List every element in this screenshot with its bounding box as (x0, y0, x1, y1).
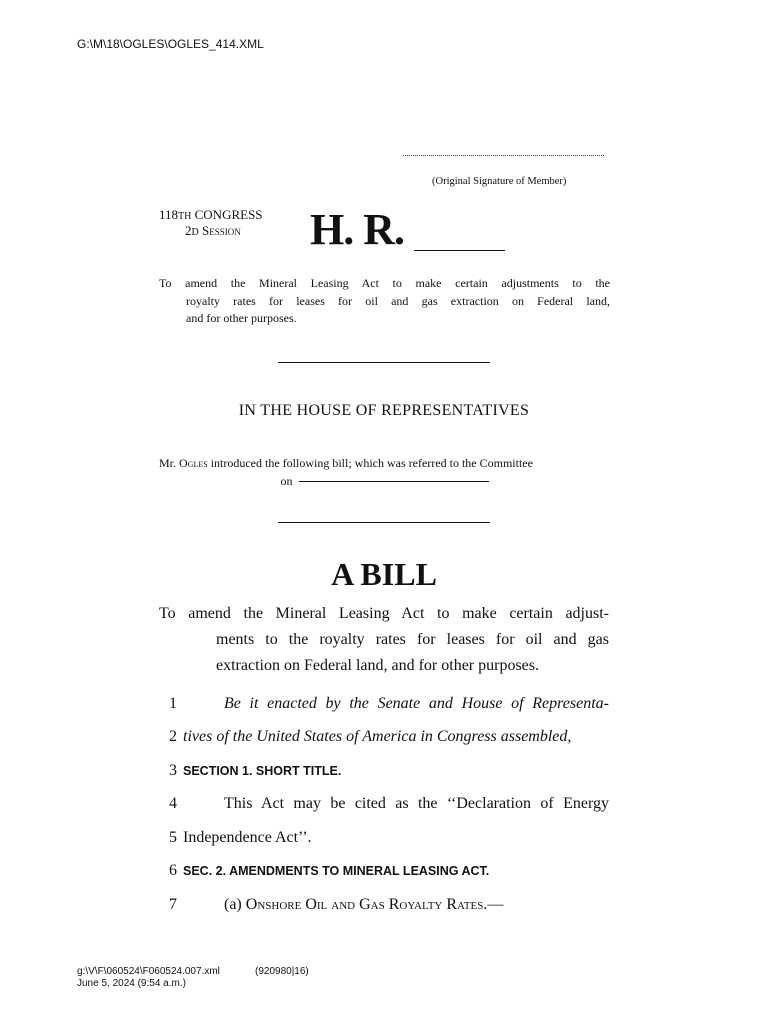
purpose-line: ments to the royalty rates for leases for oil and gas (216, 631, 609, 648)
signature-line (403, 155, 604, 156)
bill-text: Independence Act’’. (183, 829, 312, 846)
divider-rule (278, 362, 490, 363)
purpose-line: To amend the Mineral Leasing Act to make certain adjust- (159, 605, 609, 622)
short-purpose-line: To amend the Mineral Leasing Act to make certain adjustments to the (159, 276, 610, 290)
bill-line (159, 862, 609, 895)
footer-file: g:\V\F\060524\F060524.007.xml (77, 966, 220, 977)
bill-text: This Act may be cited as the ‘‘Declaration of Energy (224, 795, 609, 812)
line-number: 7 (169, 896, 177, 913)
footer-file-info (77, 966, 220, 990)
purpose-line: extraction on Federal land, and for other purposes. (216, 657, 540, 674)
line-number: 2 (169, 728, 177, 745)
enacting-clause: Be it enacted by the Senate and House of Representa- (224, 695, 609, 712)
short-purpose-line: royalty rates for leases for oil and gas extraction on Federal land, (186, 293, 610, 308)
line-number: 1 (169, 695, 177, 712)
line-number: 4 (169, 795, 177, 812)
line-number: 3 (169, 762, 177, 779)
bill-line (159, 728, 609, 761)
bill-line (159, 695, 609, 728)
footer-date: June 5, 2024 (9:54 a.m.) (77, 978, 186, 989)
congress-session: 2D Session (185, 223, 241, 238)
bill-purpose (159, 601, 609, 679)
bill-line (159, 829, 609, 862)
introduction-text: Mr. Ogles introduced the following bill; which was referred to the Committee on (159, 456, 533, 488)
congress-number: 118TH CONGRESS (159, 207, 263, 222)
bill-number-blank (414, 250, 505, 251)
file-path: G:\M\18\OGLES\OGLES_414.XML (77, 37, 264, 51)
chamber-heading: IN THE HOUSE OF REPRESENTATIVES (238, 402, 530, 419)
line-number: 6 (169, 862, 177, 879)
divider-rule (278, 522, 490, 523)
subsection-heading: (a) Onshore Oil and Gas Royalty Rates.— (224, 896, 504, 913)
bill-line (159, 896, 609, 929)
bill-heading: A BILL (331, 556, 437, 592)
bill-number-title: H. R. (310, 205, 404, 254)
footer-code: (920980|16) (255, 966, 309, 977)
line-number: 5 (169, 829, 177, 846)
enacting-clause: tives of the United States of America in Congress assembled, (183, 728, 572, 745)
section-heading: SECTION 1. SHORT TITLE. (183, 764, 342, 778)
short-purpose-line: and for other purposes. (186, 311, 297, 325)
bill-line (159, 762, 609, 795)
signature-caption: (Original Signature of Member) (432, 176, 567, 187)
short-purpose (159, 275, 610, 328)
committee-blank (299, 481, 489, 482)
section-heading: SEC. 2. AMENDMENTS TO MINERAL LEASING ACT. (183, 864, 490, 878)
bill-line (159, 795, 609, 828)
